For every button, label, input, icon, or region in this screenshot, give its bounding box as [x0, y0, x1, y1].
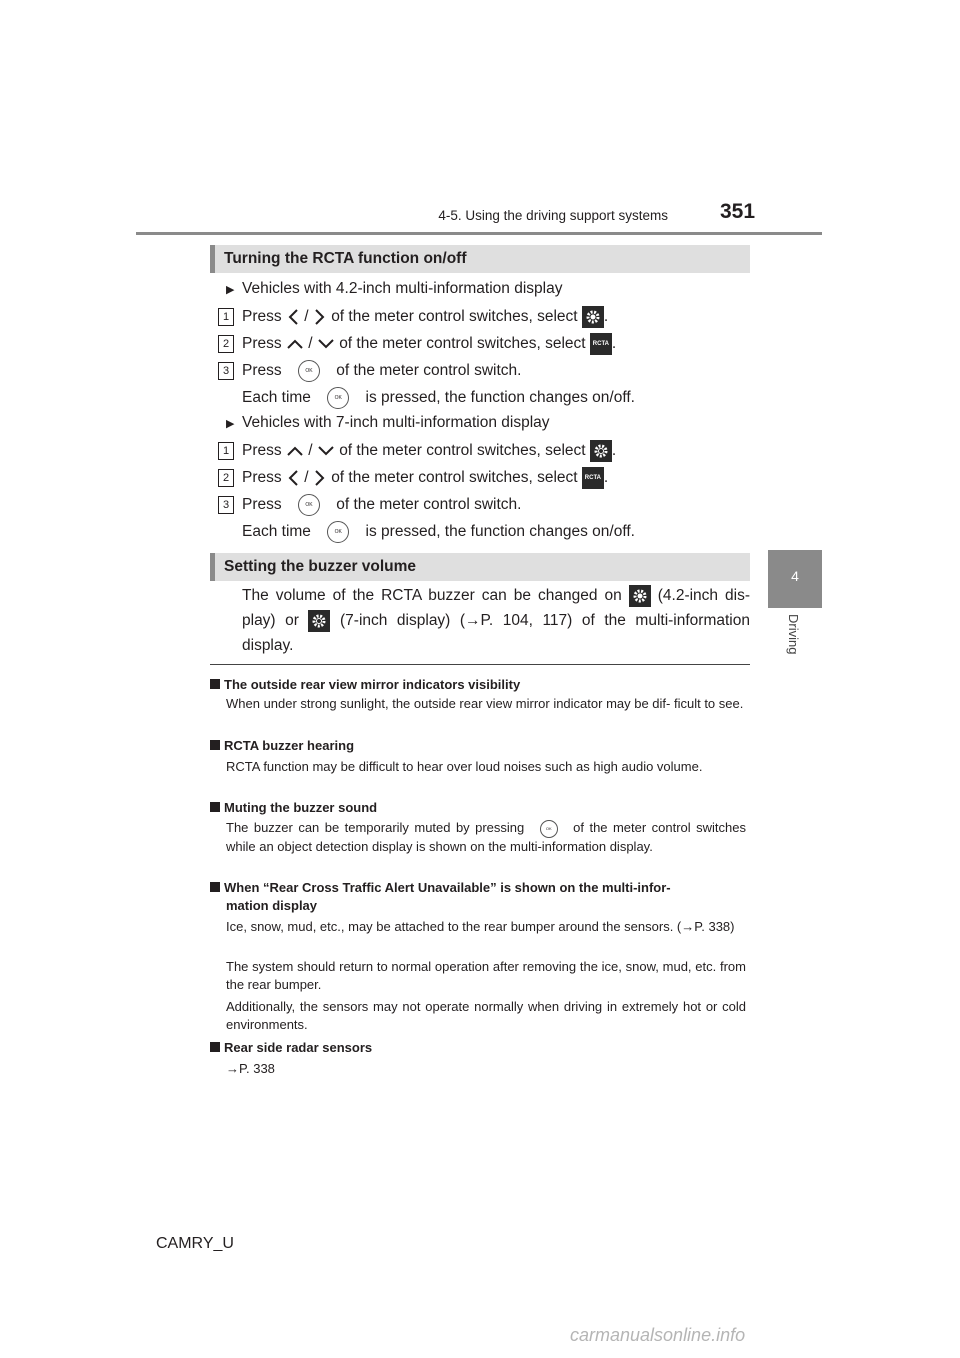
note-title-text: The outside rear view mirror indicators visibility [224, 677, 521, 692]
step-text: Press [242, 496, 282, 514]
note-title-text: Rear side radar sensors [224, 1040, 373, 1055]
group-heading: Vehicles with 4.2-inch multi-information display [242, 280, 563, 297]
note-body: Additionally, the sensors may not operate normally when driving in extremely hot or cold environments. [226, 999, 746, 1032]
step-text: Press [242, 469, 282, 487]
note-title-continued: mation display [226, 898, 318, 913]
paragraph-text: The volume of the RCTA buzzer can be changed on [242, 587, 622, 604]
note-body: RCTA function may be difficult to hear over loud noises such as high audio volume. [226, 759, 703, 774]
note-title [210, 880, 671, 895]
step-text: is pressed, the function changes on/off. [365, 523, 635, 541]
step-text: Press [242, 335, 282, 353]
chevron-down-icon [317, 337, 335, 351]
ok-button-icon: OK [298, 360, 320, 382]
note-title-text: Muting the buzzer sound [224, 800, 378, 815]
ok-button-icon: OK [298, 494, 320, 516]
step-line [242, 494, 521, 516]
step-number: 3 [218, 496, 234, 514]
square-bullet-icon [210, 740, 220, 750]
slash-text: / [308, 442, 313, 460]
rcta-icon: RCTA [590, 333, 612, 355]
step-line [242, 306, 608, 328]
chevron-up-icon [286, 337, 304, 351]
chevron-down-icon [317, 444, 335, 458]
step-number: 2 [218, 469, 234, 487]
slash-text: / [304, 469, 309, 487]
note-body: When under strong sunlight, the outside rear view mirror indicator may be dif- ficult to see. [226, 696, 744, 711]
gear-icon [629, 585, 651, 607]
section-header-buzzer [210, 553, 750, 581]
header-rule [136, 232, 822, 235]
step-number: 2 [218, 335, 234, 353]
ok-button-icon: OK [327, 387, 349, 409]
step-text: Each time [242, 523, 311, 541]
step-text: of the meter control switches, select [331, 469, 578, 487]
note-title [210, 677, 520, 692]
step-text: Press [242, 442, 282, 460]
ok-button-icon: OK [327, 521, 349, 543]
step-line [242, 333, 616, 355]
chapter-tab-number: 4 [791, 568, 799, 584]
footer-model: CAMRY_U [156, 1235, 234, 1252]
section-header-text: Setting the buzzer volume [224, 558, 417, 575]
paragraph-text: (4.2-inch dis- play) or [242, 587, 751, 629]
note-body: Ice, snow, mud, etc., may be attached to the rear bumper around the sensors. (→P. 338) [226, 919, 735, 934]
note-title [210, 800, 377, 815]
step-note [242, 387, 635, 409]
note-text: of the meter control switches while an object detection display is shown on the multi-information display. [226, 820, 746, 854]
step-text: Press [242, 308, 282, 326]
square-bullet-icon [210, 882, 220, 892]
step-text: is pressed, the function changes on/off. [365, 389, 635, 407]
note-title-text: When “Rear Cross Traffic Alert Unavailable” is shown on the multi-infor- [224, 880, 671, 895]
chevron-left-icon [286, 469, 300, 487]
section-header-text: Turning the RCTA function on/off [224, 250, 467, 267]
group-heading: Vehicles with 7-inch multi-information display [242, 414, 550, 431]
slash-text: / [308, 335, 313, 353]
square-bullet-icon [210, 802, 220, 812]
section-title: 4-5. Using the driving support systems [438, 208, 668, 223]
step-text: of the meter control switch. [336, 496, 522, 514]
triangle-bullet-icon: ▶ [226, 418, 235, 430]
period-text: . [603, 308, 609, 326]
chevron-up-icon [286, 444, 304, 458]
chapter-tab-text: Driving [786, 614, 801, 655]
step-number: 1 [218, 442, 234, 460]
triangle-bullet-icon: ▶ [226, 284, 235, 296]
step-number: 1 [218, 308, 234, 326]
rcta-icon: RCTA [582, 467, 604, 489]
slash-text: / [304, 308, 309, 326]
chevron-left-icon [286, 308, 300, 326]
square-bullet-icon [210, 1042, 220, 1052]
note-title [210, 1040, 372, 1055]
paragraph-text: (7-inch display) (→P. 104, 117) of the multi-information display. [242, 612, 750, 654]
step-line [242, 440, 616, 462]
chevron-right-icon [313, 308, 327, 326]
step-text: of the meter control switches, select [339, 335, 586, 353]
step-text: of the meter control switch. [336, 362, 522, 380]
note-body: The system should return to normal operation after removing the ice, snow, mud, etc. from the rear bumper. [226, 959, 746, 992]
period-text: . [611, 335, 617, 353]
section-header-onoff [210, 245, 750, 273]
step-text: Press [242, 362, 282, 380]
note-body [226, 819, 746, 856]
gear-icon [308, 610, 330, 632]
gear-icon [582, 306, 604, 328]
gear-icon [590, 440, 612, 462]
watermark: carmanualsonline.info [570, 1325, 746, 1345]
note-text: The buzzer can be temporarily muted by pressing [226, 820, 525, 835]
period-text: . [603, 469, 609, 487]
step-line [242, 467, 608, 489]
buzzer-paragraph [242, 583, 750, 658]
ok-button-icon: OK [540, 820, 558, 838]
step-line [242, 360, 521, 382]
step-number: 3 [218, 362, 234, 380]
step-text: Each time [242, 389, 311, 407]
note-body: →P. 338 [226, 1061, 275, 1076]
step-text: of the meter control switches, select [331, 308, 578, 326]
notes-divider [210, 664, 750, 665]
step-text: of the meter control switches, select [339, 442, 586, 460]
page-number: 351 [720, 200, 756, 223]
square-bullet-icon [210, 679, 220, 689]
note-title-text: RCTA buzzer hearing [224, 738, 355, 753]
chevron-right-icon [313, 469, 327, 487]
period-text: . [611, 442, 617, 460]
chapter-tab-label [768, 614, 822, 674]
note-title [210, 738, 354, 753]
step-note [242, 521, 635, 543]
